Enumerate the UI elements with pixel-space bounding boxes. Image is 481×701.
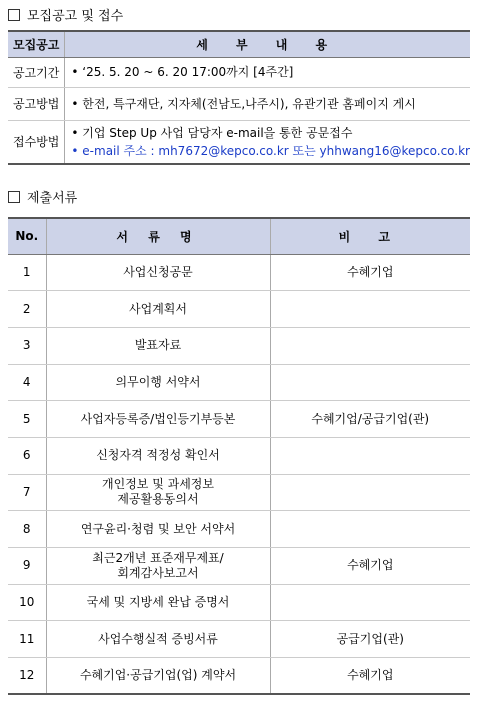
remark: 수혜기업/공급기업(관) [270, 401, 470, 438]
row-detail [65, 120, 470, 164]
email-line[interactable]: • e-mail 주소 : mh7672@kepco.co.kr 또는 yhhwang16@kepco.co.kr [71, 143, 470, 158]
row-number: 6 [8, 437, 46, 474]
header-details: 세 부 내 용 [65, 31, 470, 57]
remark: 수혜기업 [270, 548, 470, 585]
row-number: 7 [8, 474, 46, 511]
table-row [8, 401, 470, 438]
row-label: 공고방법 [8, 87, 65, 120]
table-row [8, 437, 470, 474]
documents-body [8, 254, 470, 694]
table-row [8, 658, 470, 695]
document-name: 사업계획서 [46, 291, 270, 328]
table-row [8, 584, 470, 621]
row-number: 5 [8, 401, 46, 438]
table-header-row [8, 218, 470, 254]
table-row [8, 511, 470, 548]
table-row [8, 87, 470, 120]
document-name: 최근2개년 표준재무제표/ 회계감사보고서 [46, 548, 270, 585]
document-name: 발표자료 [46, 327, 270, 364]
document-name: 사업자등록증/법인등기부등본 [46, 401, 270, 438]
remark [270, 584, 470, 621]
table-row [8, 57, 470, 87]
row-number: 11 [8, 621, 46, 658]
document-name: 연구윤리·청렴 및 보안 서약서 [46, 511, 270, 548]
table-header-row [8, 31, 470, 57]
row-number: 4 [8, 364, 46, 401]
section-title-text: 모집공고 및 접수 [27, 9, 124, 24]
table-row [8, 474, 470, 511]
document-name: 의무이행 서약서 [46, 364, 270, 401]
row-number: 8 [8, 511, 46, 548]
header-remark: 비 고 [270, 218, 470, 254]
header-no: No. [8, 218, 46, 254]
remark: 수혜기업 [270, 658, 470, 695]
table-row [8, 291, 470, 328]
remark: 수혜기업 [270, 254, 470, 291]
row-label: 접수방법 [8, 120, 65, 164]
section-title-text: 제출서류 [27, 191, 78, 206]
remark [270, 364, 470, 401]
table-row [8, 621, 470, 658]
bullet-line: • ‘25. 5. 20 ~ 6. 20 17:00까지 [4주간] [71, 65, 294, 79]
row-number: 2 [8, 291, 46, 328]
document-name: 신청자격 적정성 확인서 [46, 437, 270, 474]
document-name: 국세 및 지방세 완납 증명서 [46, 584, 270, 621]
table-row [8, 120, 470, 164]
checkbox-icon [8, 9, 20, 21]
row-detail [65, 57, 470, 87]
document-name: 수혜기업·공급기업(업) 계약서 [46, 658, 270, 695]
table-row [8, 548, 470, 585]
table-row [8, 254, 470, 291]
row-number: 10 [8, 584, 46, 621]
row-label: 공고기간 [8, 57, 65, 87]
checkbox-icon [8, 191, 20, 203]
table-row [8, 364, 470, 401]
bullet-line: • 기업 Step Up 사업 담당자 e-mail을 통한 공문접수 [71, 125, 353, 140]
table-row [8, 327, 470, 364]
section-title-recruitment [8, 5, 123, 24]
header-recruitment: 모집공고 [8, 31, 65, 57]
remark [270, 474, 470, 511]
document-name: 개인정보 및 과세정보 제공활용동의서 [46, 474, 270, 511]
row-number: 3 [8, 327, 46, 364]
row-number: 12 [8, 658, 46, 695]
document-name: 사업수행실적 증빙서류 [46, 621, 270, 658]
bullet-line: • 한전, 특구재단, 지자체(전남도,나주시), 유관기관 홈페이지 게시 [71, 96, 416, 111]
row-number: 9 [8, 548, 46, 585]
remark [270, 437, 470, 474]
row-detail [65, 87, 470, 120]
documents-table [8, 217, 470, 695]
row-number: 1 [8, 254, 46, 291]
remark [270, 511, 470, 548]
remark [270, 291, 470, 328]
remark [270, 327, 470, 364]
header-document-name: 서 류 명 [46, 218, 270, 254]
recruitment-table [8, 30, 470, 165]
section-title-documents [8, 187, 77, 206]
remark: 공급기업(관) [270, 621, 470, 658]
document-name: 사업신청공문 [46, 254, 270, 291]
